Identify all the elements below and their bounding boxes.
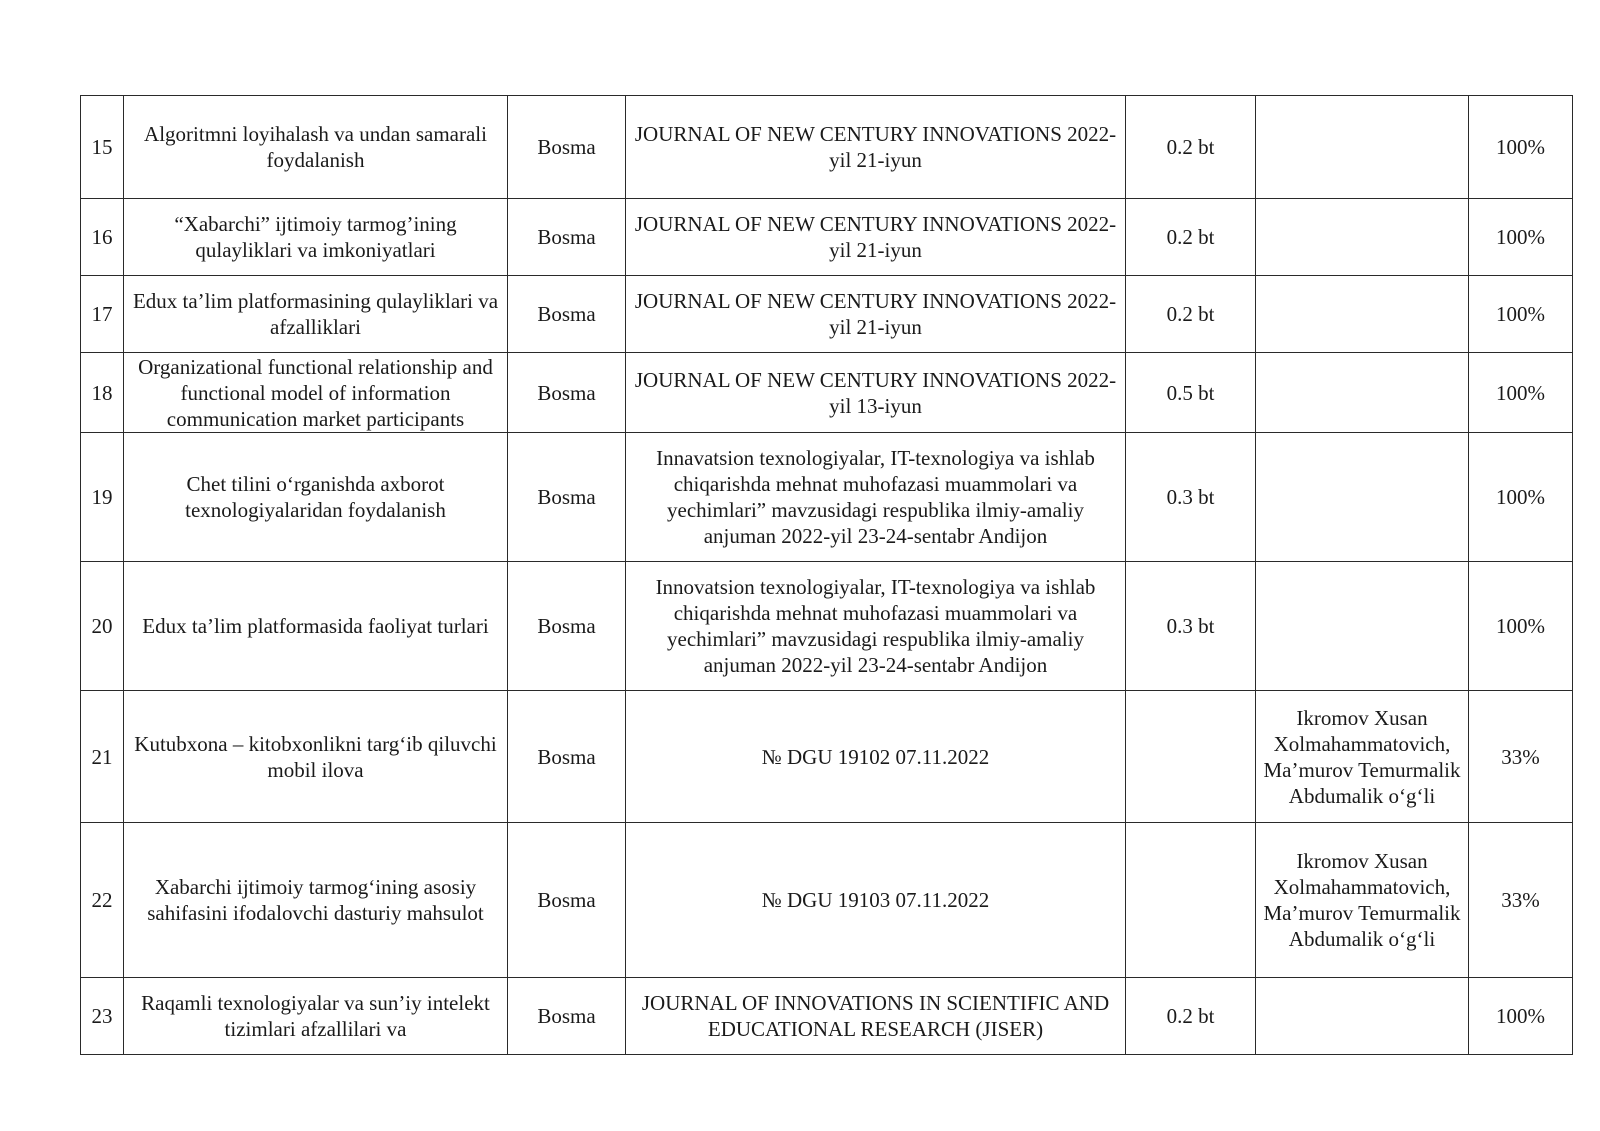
author-share: 100% [1469, 96, 1573, 199]
row-number: 16 [81, 199, 124, 276]
publication-volume: 0.2 bt [1126, 978, 1256, 1055]
publication-source: № DGU 19102 07.11.2022 [626, 691, 1126, 823]
publication-title: Raqamli texnologiyalar va sun’iy intelekt tizimlari afzallilari va [124, 978, 508, 1055]
publication-source: JOURNAL OF INNOVATIONS IN SCIENTIFIC AND EDUCATIONAL RESEARCH (JISER) [626, 978, 1126, 1055]
author-share: 100% [1469, 276, 1573, 353]
publication-volume: 0.3 bt [1126, 562, 1256, 691]
publication-type: Bosma [508, 353, 626, 433]
co-authors [1256, 978, 1469, 1055]
table-row [81, 691, 1573, 823]
publication-title: Xabarchi ijtimoiy tarmog‘ining asosiy sahifasini ifodalovchi dasturiy mahsulot [124, 823, 508, 978]
publication-source: JOURNAL OF NEW CENTURY INNOVATIONS 2022-yil 21-iyun [626, 276, 1126, 353]
row-number: 15 [81, 96, 124, 199]
publication-title: Algoritmni loyihalash va undan samarali foydalanish [124, 96, 508, 199]
co-authors [1256, 562, 1469, 691]
row-number: 23 [81, 978, 124, 1055]
co-authors: Ikromov Xusan Xolmahammatovich, Ma’murov Temurmalik Abdumalik o‘g‘li [1256, 691, 1469, 823]
publication-source: № DGU 19103 07.11.2022 [626, 823, 1126, 978]
publication-title: Edux ta’lim platformasida faoliyat turlari [124, 562, 508, 691]
row-number: 18 [81, 353, 124, 433]
publication-volume: 0.2 bt [1126, 96, 1256, 199]
publication-type: Bosma [508, 276, 626, 353]
publication-type: Bosma [508, 562, 626, 691]
author-share: 100% [1469, 199, 1573, 276]
publication-source: JOURNAL OF NEW CENTURY INNOVATIONS 2022-yil 21-iyun [626, 96, 1126, 199]
row-number: 17 [81, 276, 124, 353]
publication-source: Innavatsion texnologiyalar, IT-texnologiya va ishlab chiqarishda mehnat muhofazasi muammolari va yechimlari” mavzusidagi respublika ilmiy-amaliy anjuman 2022-yil 23-24-sentabr Andijon [626, 433, 1126, 562]
publication-volume: 0.2 bt [1126, 276, 1256, 353]
co-authors [1256, 199, 1469, 276]
table-row [81, 823, 1573, 978]
publication-title: Chet tilini o‘rganishda axborot texnologiyalaridan foydalanish [124, 433, 508, 562]
table-row [81, 353, 1573, 433]
publication-volume: 0.5 bt [1126, 353, 1256, 433]
author-share: 33% [1469, 691, 1573, 823]
author-share: 100% [1469, 353, 1573, 433]
row-number: 22 [81, 823, 124, 978]
row-number: 19 [81, 433, 124, 562]
publication-title: “Xabarchi” ijtimoiy tarmog’ining qulayliklari va imkoniyatlari [124, 199, 508, 276]
publication-source: Innovatsion texnologiyalar, IT-texnologiya va ishlab chiqarishda mehnat muhofazasi muammolari va yechimlari” mavzusidagi respublika ilmiy-amaliy anjuman 2022-yil 23-24-sentabr Andijon [626, 562, 1126, 691]
publication-volume [1126, 823, 1256, 978]
publication-volume [1126, 691, 1256, 823]
publications-table [80, 95, 1573, 1055]
author-share: 33% [1469, 823, 1573, 978]
table-row [81, 96, 1573, 199]
table-row [81, 562, 1573, 691]
publication-type: Bosma [508, 433, 626, 562]
publication-type: Bosma [508, 691, 626, 823]
publication-title: Kutubxona – kitobxonlikni targ‘ib qiluvchi mobil ilova [124, 691, 508, 823]
table-row [81, 199, 1573, 276]
publication-volume: 0.2 bt [1126, 199, 1256, 276]
publication-type: Bosma [508, 199, 626, 276]
publication-source: JOURNAL OF NEW CENTURY INNOVATIONS 2022-yil 13-iyun [626, 353, 1126, 433]
co-authors [1256, 96, 1469, 199]
co-authors [1256, 433, 1469, 562]
author-share: 100% [1469, 562, 1573, 691]
row-number: 20 [81, 562, 124, 691]
table-row [81, 978, 1573, 1055]
publication-title: Edux ta’lim platformasining qulayliklari va afzalliklari [124, 276, 508, 353]
publication-volume: 0.3 bt [1126, 433, 1256, 562]
row-number: 21 [81, 691, 124, 823]
publication-source: JOURNAL OF NEW CENTURY INNOVATIONS 2022-yil 21-iyun [626, 199, 1126, 276]
co-authors: Ikromov Xusan Xolmahammatovich, Ma’murov Temurmalik Abdumalik o‘g‘li [1256, 823, 1469, 978]
publication-title: Organizational functional relationship and functional model of information communication market participants [124, 353, 508, 433]
table-row [81, 276, 1573, 353]
author-share: 100% [1469, 433, 1573, 562]
table-row [81, 433, 1573, 562]
publication-type: Bosma [508, 823, 626, 978]
publication-type: Bosma [508, 96, 626, 199]
co-authors [1256, 353, 1469, 433]
publication-type: Bosma [508, 978, 626, 1055]
co-authors [1256, 276, 1469, 353]
author-share: 100% [1469, 978, 1573, 1055]
